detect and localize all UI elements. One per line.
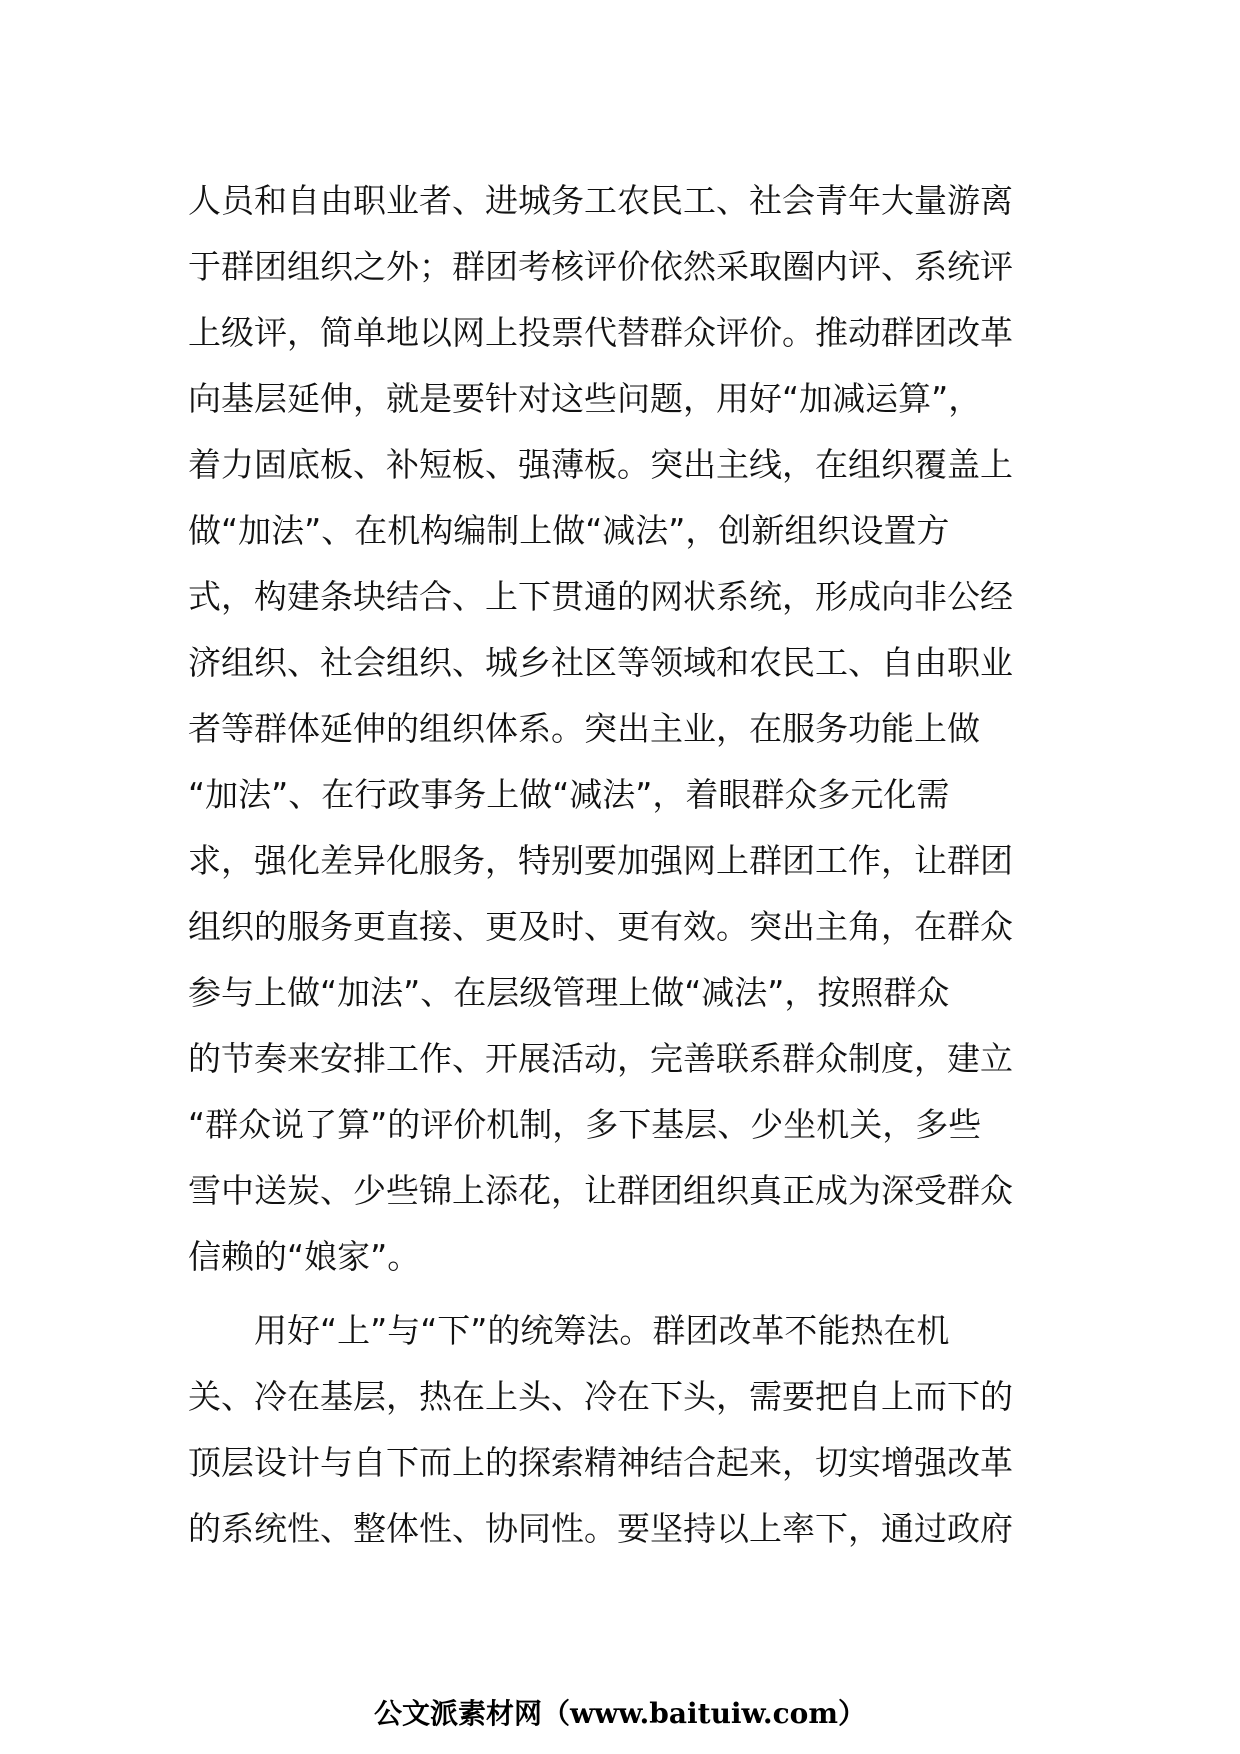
text-line: 顶层设计与自下而上的探索精神结合起来，切实增强改革 <box>188 1443 1013 1482</box>
text-line: 的系统性、整体性、协同性。要坚持以上率下，通过政府 <box>188 1509 1013 1548</box>
text-line: 求，强化差异化服务，特别要加强网上群团工作，让群团 <box>188 841 1013 880</box>
text-line: 人员和自由职业者、进城务工农民工、社会青年大量游离 <box>188 181 1013 220</box>
text-line: 者等群体延伸的组织体系。突出主业，在服务功能上做 <box>188 709 980 748</box>
text-line: 雪中送炭、少些锦上添花，让群团组织真正成为深受群众 <box>188 1171 1013 1210</box>
text-line: 做“加法”、在机构编制上做“减法”，创新组织设置方 <box>188 511 950 550</box>
body-text <box>188 168 1058 1562</box>
text-line: 向基层延伸，就是要针对这些问题，用好“加减运算”， <box>188 379 982 418</box>
text-line: 组织的服务更直接、更及时、更有效。突出主角，在群众 <box>188 907 1013 946</box>
text-line: 式，构建条块结合、上下贯通的网状系统，形成向非公经 <box>188 577 1013 616</box>
paragraph-gap <box>188 1290 1058 1298</box>
text-line: 上级评，简单地以网上投票代替群众评价。推动群团改革 <box>188 313 1013 352</box>
text-line: 济组织、社会组织、城乡社区等领域和农民工、自由职业 <box>188 643 1013 682</box>
text-line: “群众说了算”的评价机制，多下基层、少坐机关，多些 <box>188 1105 982 1144</box>
text-line: 信赖的“娘家”。 <box>188 1237 421 1276</box>
text-line: 着力固底板、补短板、强薄板。突出主线，在组织覆盖上 <box>188 445 1013 484</box>
text-line: 关、冷在基层，热在上头、冷在下头，需要把自上而下的 <box>188 1377 1013 1416</box>
page-footer: 公文派素材网（www.baituiw.com） <box>374 1697 866 1730</box>
text-line: 的节奏来安排工作、开展活动，完善联系群众制度，建立 <box>188 1039 1013 1078</box>
text-line: 用好“上”与“下”的统筹法。群团改革不能热在机 <box>188 1311 950 1350</box>
text-line: “加法”、在行政事务上做“减法”，着眼群众多元化需 <box>188 775 950 814</box>
text-line: 参与上做“加法”、在层级管理上做“减法”，按照群众 <box>188 973 950 1012</box>
text-line: 于群团组织之外；群团考核评价依然采取圈内评、系统评 <box>188 247 1013 286</box>
